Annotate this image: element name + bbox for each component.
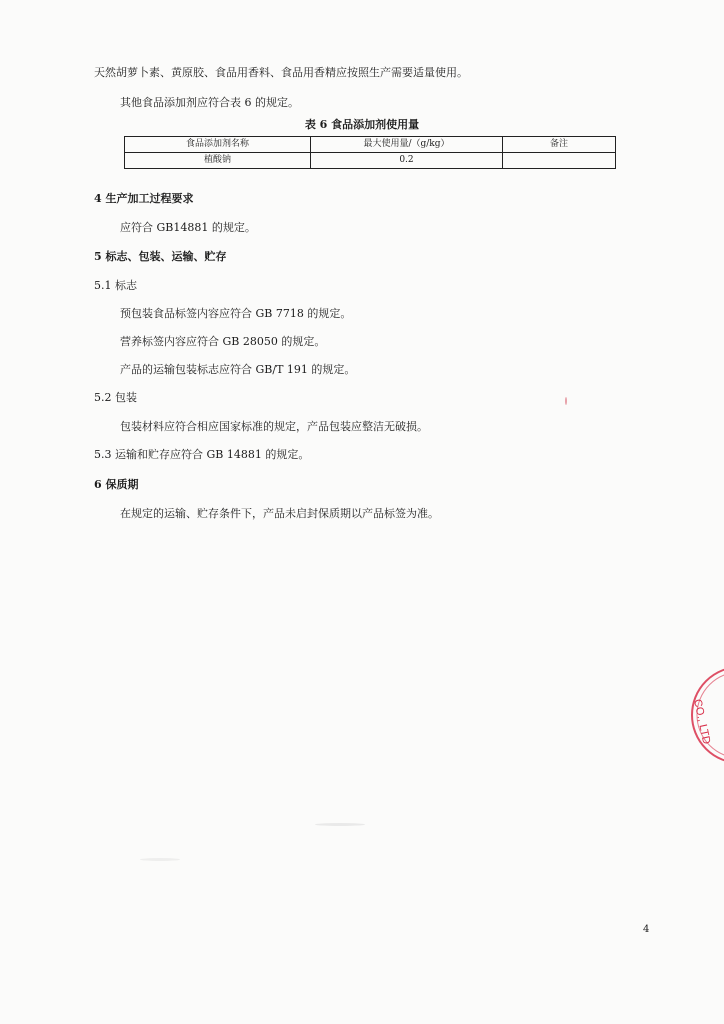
company-seal-stamp	[680, 660, 724, 770]
cell-max-usage: 0.2	[311, 153, 503, 169]
section-5-3-text: 5.3 运输和贮存应符合 GB 14881 的规定。	[94, 448, 310, 461]
section-5-1-line-1: 预包装食品标签内容应符合 GB 7718 的规定。	[120, 307, 352, 320]
stamp-text: CO., LTD	[691, 698, 713, 746]
scan-mark	[565, 397, 567, 405]
section-5-heading: 5 标志、包装、运输、贮存	[94, 250, 227, 263]
header-remarks: 备注	[503, 137, 616, 153]
section-5-2-heading: 5.2 包装	[94, 391, 137, 404]
page-number: 4	[643, 924, 650, 935]
paragraph-other-additives: 其他食品添加剂应符合表 6 的规定。	[120, 96, 299, 109]
section-5-1-line-2: 营养标签内容应符合 GB 28050 的规定。	[120, 335, 326, 348]
additive-usage-table	[124, 136, 616, 169]
table-6-caption: 表 6 食品添加剂使用量	[304, 118, 420, 131]
section-4-text: 应符合 GB14881 的规定。	[120, 221, 256, 234]
table-row	[125, 153, 616, 169]
header-additive-name: 食品添加剂名称	[125, 137, 311, 153]
section-6-text: 在规定的运输、贮存条件下，产品未启封保质期以产品标签为准。	[120, 507, 439, 520]
table-header-row	[125, 137, 616, 153]
cell-additive-name: 植酸钠	[125, 153, 311, 169]
header-max-usage: 最大使用量/（g/kg）	[311, 137, 503, 153]
paragraph-natural-additives: 天然胡萝卜素、黄原胶、食品用香料、食品用香精应按照生产需要适量使用。	[94, 66, 468, 79]
scan-noise	[315, 823, 365, 826]
section-6-heading: 6 保质期	[94, 478, 139, 491]
section-5-1-heading: 5.1 标志	[94, 279, 137, 292]
scan-noise	[140, 858, 180, 861]
section-4-heading: 4 生产加工过程要求	[94, 192, 194, 205]
cell-remarks	[503, 153, 616, 169]
section-5-1-line-3: 产品的运输包装标志应符合 GB/T 191 的规定。	[120, 363, 356, 376]
section-5-2-text: 包装材料应符合相应国家标准的规定，产品包装应整洁无破损。	[120, 420, 428, 433]
